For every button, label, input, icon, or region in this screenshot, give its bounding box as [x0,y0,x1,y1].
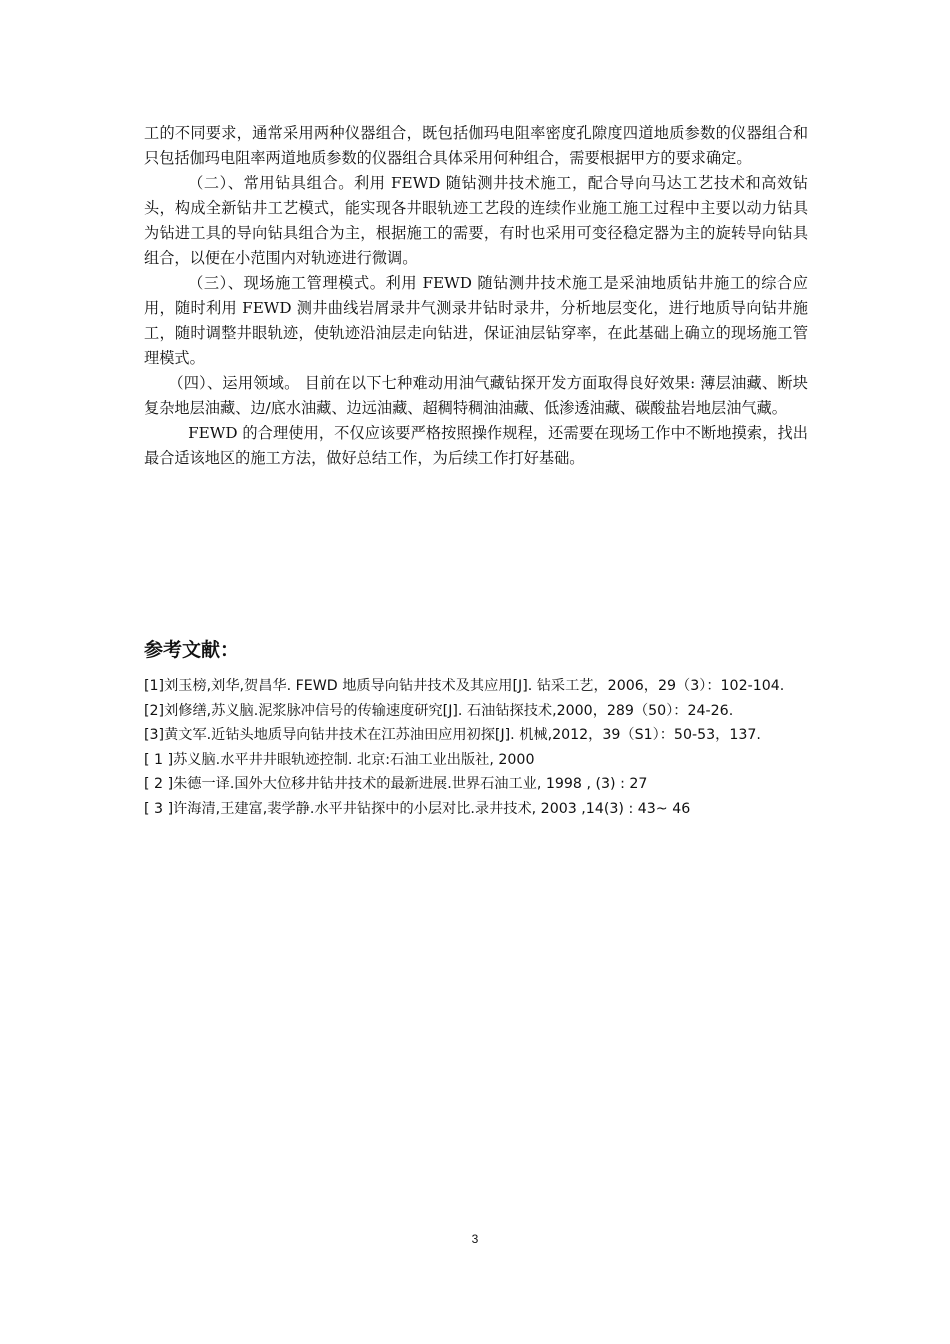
paragraph-drilling-assembly: （二）、常用钻具组合。利用 FEWD 随钻测井技术施工，配合导向马达工艺技术和高效钻头，构成全新钻井工艺模式，能实现各井眼轨迹工艺段的连续作业施工施工过程中主要以动力钻具为钻进工具的导向钻具组合为主，根据施工的需要，有时也采用可变径稳定器为主的旋转导向钻具组合，以便在小范围内对轨迹进行微调。 [144,174,808,267]
reference-item: [2]刘修缮,苏义脑.泥浆脉冲信号的传输速度研究[J]. 石油钻探技术,2000，289（50）：24-26. [144,702,734,719]
references-heading: 参考文献： [144,639,240,661]
references-list [144,674,808,821]
reference-item: [ 1 ]苏义脑.水平井井眼轨迹控制. 北京:石油工业出版社, 2000 [144,751,535,768]
paragraph-site-management: （三）、现场施工管理模式。利用 FEWD 随钻测井技术施工是采油地质钻井施工的综合应用，随时利用 FEWD 测井曲线岩屑录井气测录井钻时录井，分析地层变化，进行地质导向钻井施工，随时调整井眼轨迹，使轨迹沿油层走向钻进，保证油层钻穿率，在此基础上确立的现场施工管理模式。 [144,274,808,367]
paragraph-conclusion: FEWD 的合理使用，不仅应该要严格按照操作规程，还需要在现场工作中不断地摸索，找出最合适该地区的施工方法，做好总结工作，为后续工作打好基础。 [144,424,808,467]
reference-item: [ 2 ]朱德一译.国外大位移井钻井技术的最新进展.世界石油工业, 1998 , (3) : 27 [144,776,648,792]
reference-item: [3]黄文军.近钻头地质导向钻井技术在江苏油田应用初探[J]. 机械,2012，39（S1）：50-53，137. [144,727,761,743]
reference-item: [1]刘玉榜,刘华,贺昌华. FEWD 地质导向钻井技术及其应用[J]. 钻采工艺，2006，29（3）：102-104. [144,678,785,694]
page-number: 3 [471,1232,479,1246]
paragraph-instrument-combination: 工的不同要求，通常采用两种仪器组合，既包括伽玛电阻率密度孔隙度四道地质参数的仪器组合和只包括伽玛电阻率两道地质参数的仪器组合具体采用何种组合，需要根据甲方的要求确定。 [144,124,808,167]
paragraph-application-fields: （四）、运用领域。 目前在以下七种难动用油气藏钻探开发方面取得良好效果: 薄层油藏、断块复杂地层油藏、边/底水油藏、边远油藏、超稠特稠油油藏、低渗透油藏、碳酸盐岩地层油气藏。 [144,374,808,417]
reference-item: [ 3 ]许海清,王建富,裴学静.水平井钻探中的小层对比.录井技术, 2003 ,14(3) : 43~ 46 [144,800,691,817]
body-text [144,121,808,471]
